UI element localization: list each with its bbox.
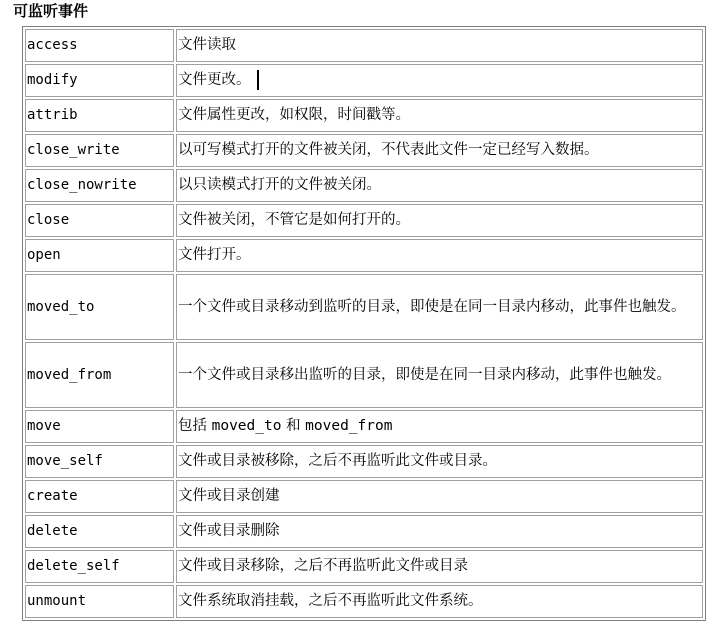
event-description [176,410,703,443]
description-text: 和 [281,418,306,434]
events-table [22,26,706,621]
event-description: 文件或目录创建 [176,480,703,513]
event-name: delete [25,515,174,548]
table-row [25,585,703,618]
table-row [25,274,703,340]
event-name: moved_to [25,274,174,340]
event-description: 文件属性更改，如权限，时间戳等。 [176,99,703,132]
table-row [25,99,703,132]
event-description: 以可写模式打开的文件被关闭，不代表此文件一定已经写入数据。 [176,134,703,167]
event-description: 文件或目录删除 [176,515,703,548]
table-row [25,239,703,272]
event-description: 文件读取 [176,29,703,62]
event-description: 一个文件或目录移出监听的目录，即使是在同一目录内移动，此事件也触发。 [176,342,703,408]
event-description: 文件或目录移除，之后不再监听此文件或目录 [176,550,703,583]
event-name: unmount [25,585,174,618]
text-cursor [257,70,259,90]
table-row [25,29,703,62]
table-row [25,410,703,443]
table-row [25,169,703,202]
event-name: close [25,204,174,237]
event-name: moved_from [25,342,174,408]
page-title: 可监听事件 [13,2,89,20]
code-moved-from: moved_from [305,418,393,434]
table-row [25,445,703,478]
event-description: 以只读模式打开的文件被关闭。 [176,169,703,202]
table-row [25,342,703,408]
event-name: create [25,480,174,513]
event-name: access [25,29,174,62]
event-name: delete_self [25,550,174,583]
event-description: 文件更改。 [178,72,251,88]
event-description: 一个文件或目录移动到监听的目录，即使是在同一目录内移动，此事件也触发。 [176,274,703,340]
table-row [25,64,703,97]
event-name: open [25,239,174,272]
event-description-cell[interactable] [176,64,703,97]
table-row [25,204,703,237]
event-name: close_nowrite [25,169,174,202]
table-row [25,134,703,167]
event-name: move_self [25,445,174,478]
event-name: close_write [25,134,174,167]
event-description: 文件系统取消挂载，之后不再监听此文件系统。 [176,585,703,618]
event-name: move [25,410,174,443]
table-row [25,480,703,513]
event-description: 文件或目录被移除，之后不再监听此文件或目录。 [176,445,703,478]
event-description: 文件打开。 [176,239,703,272]
code-moved-to: moved_to [211,418,282,434]
event-description: 文件被关闭，不管它是如何打开的。 [176,204,703,237]
event-name: attrib [25,99,174,132]
table-row [25,515,703,548]
table-row [25,550,703,583]
event-name: modify [25,64,174,97]
description-text: 包括 [178,418,212,434]
